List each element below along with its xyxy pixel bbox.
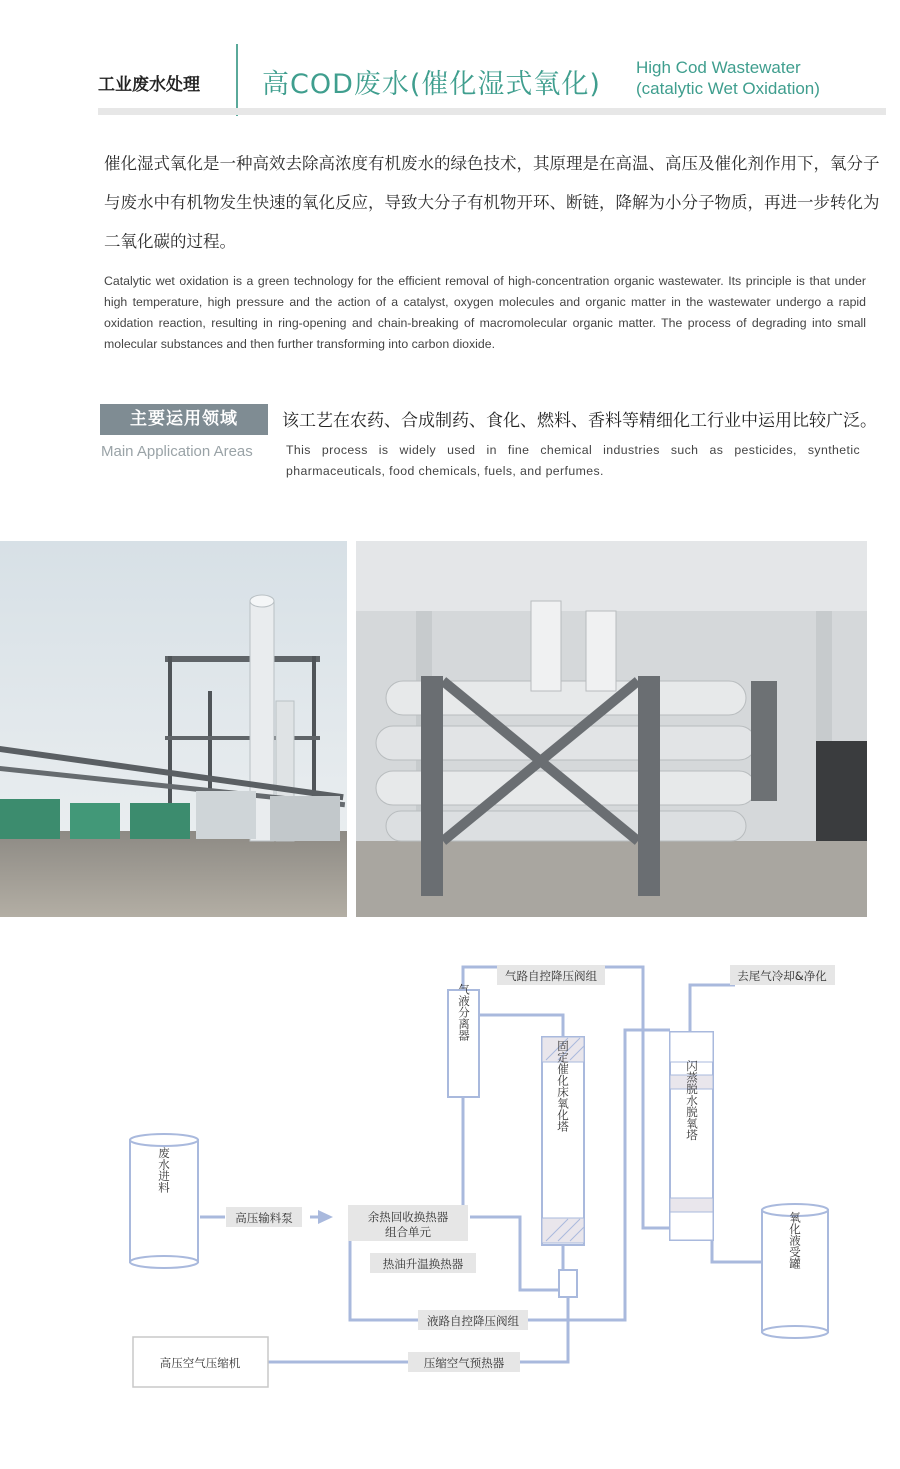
header-underline	[98, 108, 886, 115]
receiver-line	[712, 1240, 762, 1262]
air-preheater-label: 压缩空气预热器	[423, 1356, 505, 1370]
tail-gas-label: 去尾气冷却&净化	[737, 969, 827, 983]
separator-label: 气液分离器	[457, 983, 471, 1041]
compressor-label: 高压空气压缩机	[159, 1356, 241, 1370]
application-text-zh: 该工艺在农药、合成制药、食化、燃料、香料等精细化工行业中运用比较广泛。	[282, 411, 877, 431]
plant-photo-outdoor	[0, 541, 347, 917]
title-en-line1: High Cod Wastewater	[636, 58, 801, 77]
flow-arrow-icon	[318, 1210, 333, 1224]
tail-gas-line	[690, 985, 735, 1032]
receiver-label: 氧化液受罐	[788, 1211, 802, 1269]
intro-zh: 催化湿式氧化是一种高效去除高浓度有机废水的绿色技术，其原理是在高温、高压及催化剂作用下，氧分子与废水中有机物发生快速的氧化反应，导致大分子有机物开环、断链，降解为小分子物质，再进一步转化为二氧化碳的过程。	[104, 154, 880, 251]
header-divider	[236, 44, 238, 116]
hx-unit-label-1: 余热回收换热器	[367, 1210, 449, 1224]
page-title-en	[636, 57, 820, 99]
oil-hx-label: 热油升温换热器	[382, 1257, 464, 1271]
title-en-line2: (catalytic Wet Oxidation)	[636, 79, 820, 98]
intro-en: Catalytic wet oxidation is a green technology for the efficient removal of high-concentration organic wastewater. Its principle is that under high temperature, high pressure and the action of a catalyst, oxygen molecules and organic matter in the wastewater undergo a rapid oxidation reaction, resulting in ring-opening and chain-breaking of macromolecular organic matter. The process of degrading into small molecular substances and then further transforming into carbon dioxide.	[104, 274, 866, 351]
hx-unit-label-2: 组合单元	[385, 1225, 431, 1239]
flash-tower-label: 闪蒸脱水脱氧塔	[685, 1059, 699, 1141]
plant-photo-indoor	[356, 541, 867, 917]
process-flow-diagram	[0, 950, 900, 1420]
liquid-valve-label: 液路自控降压阀组	[427, 1314, 519, 1328]
application-text-en: This process is widely used in fine chemical industries such as pesticides, synthetic pharmaceuticals, food chemicals, fuels, and perfumes.	[286, 443, 860, 478]
reactor-label: 固定催化床氧化塔	[556, 1040, 570, 1132]
category-label: 工业废水处理	[98, 75, 200, 95]
application-label: 主要运用领域	[100, 404, 268, 435]
application-label-en: Main Application Areas	[101, 443, 253, 460]
gas-valve-label: 气路自控降压阀组	[505, 969, 597, 983]
page-title: 高COD废水(催化湿式氧化)	[262, 69, 601, 100]
pump-label: 高压输料泵	[235, 1211, 293, 1225]
feed-tank-label: 废水进料	[157, 1147, 171, 1193]
liquid-valve-left	[350, 1240, 418, 1320]
